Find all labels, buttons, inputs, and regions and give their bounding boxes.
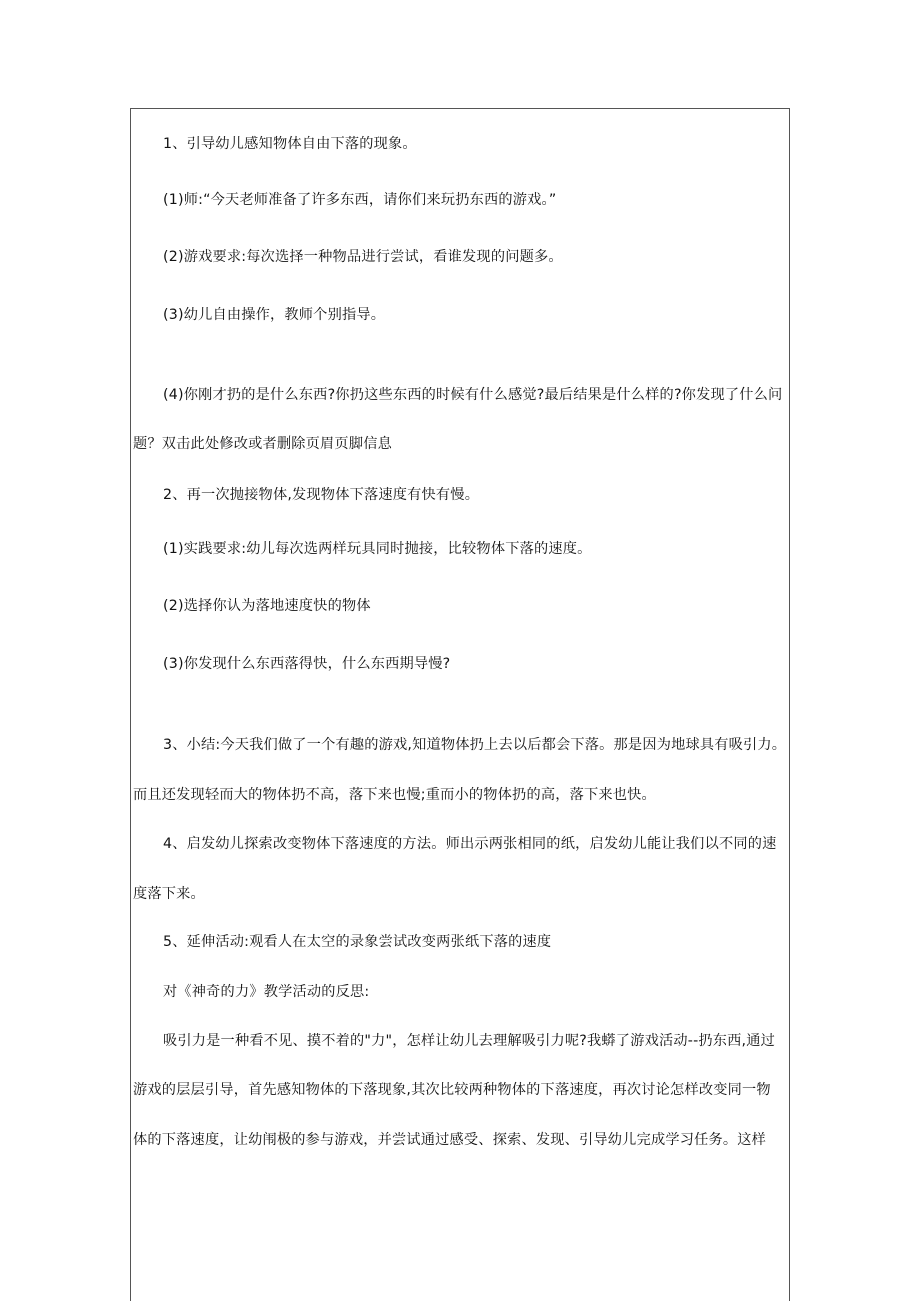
document-frame — [130, 108, 790, 1301]
paragraph-line: (2)选择你认为落地速度快的物体 — [163, 598, 371, 614]
paragraph-line: 体的下落速度，让幼闱极的参与游戏，并尝试通过感受、探索、发现、引导幼儿完成学习任务。这样 — [133, 1132, 767, 1148]
paragraph-line: 2、再一次抛接物体,发现物体下落速度有快有慢。 — [163, 487, 480, 503]
paragraph-line: (1)师:“今天老师准备了许多东西，请你们来玩扔东西的游戏。” — [163, 192, 557, 208]
paragraph-line: 5、延伸活动:观看人在太空的录象尝试改变两张纸下落的速度 — [163, 934, 552, 950]
paragraph-line: 1、引导幼儿感知物体自由下落的现象。 — [163, 136, 417, 152]
paragraph-line: (1)实践要求:幼儿每次选两样玩具同时抛接，比较物体下落的速度。 — [163, 541, 592, 557]
paragraph-line: 吸引力是一种看不见、摸不着的"力"，怎样让幼儿去理解吸引力呢?我蟒了游戏活动--扔东西,通过 — [163, 1033, 776, 1049]
paragraph-line: 而且还发现轻而大的物体扔不高，落下来也慢;重而小的物体扔的高，落下来也快。 — [133, 787, 656, 803]
paragraph-line: 对《神奇的力》教学活动的反思: — [163, 984, 370, 1000]
paragraph-line: (4)你刚才扔的是什么东西?你扔这些东西的时候有什么感觉?最后结果是什么样的?你发现了什么问 — [163, 387, 783, 403]
paragraph-line: 题？双击此处修改或者删除页眉页脚信息 — [133, 436, 392, 452]
paragraph-line: (3)你发现什么东西落得快，什么东西期导慢? — [163, 656, 451, 672]
paragraph-line: 度落下来。 — [133, 886, 205, 902]
paragraph-line: (3)幼儿自由操作，教师个别指导。 — [163, 307, 386, 323]
paragraph-line: 4、启发幼儿探索改变物体下落速度的方法。师出示两张相同的纸，启发幼儿能让我们以不同的速 — [163, 836, 777, 852]
paragraph-line: 游戏的层层引导，首先感知物体的下落现象,其次比较两种物体的下落速度，再次讨论怎样改变同一物 — [133, 1082, 771, 1098]
paragraph-line: 3、小结:今天我们做了一个有趣的游戏,知道物体扔上去以后都会下落。那是因为地球具有吸引力。 — [163, 737, 787, 753]
paragraph-line: (2)游戏要求:每次选择一种物品进行尝试，看谁发现的问题多。 — [163, 249, 563, 265]
